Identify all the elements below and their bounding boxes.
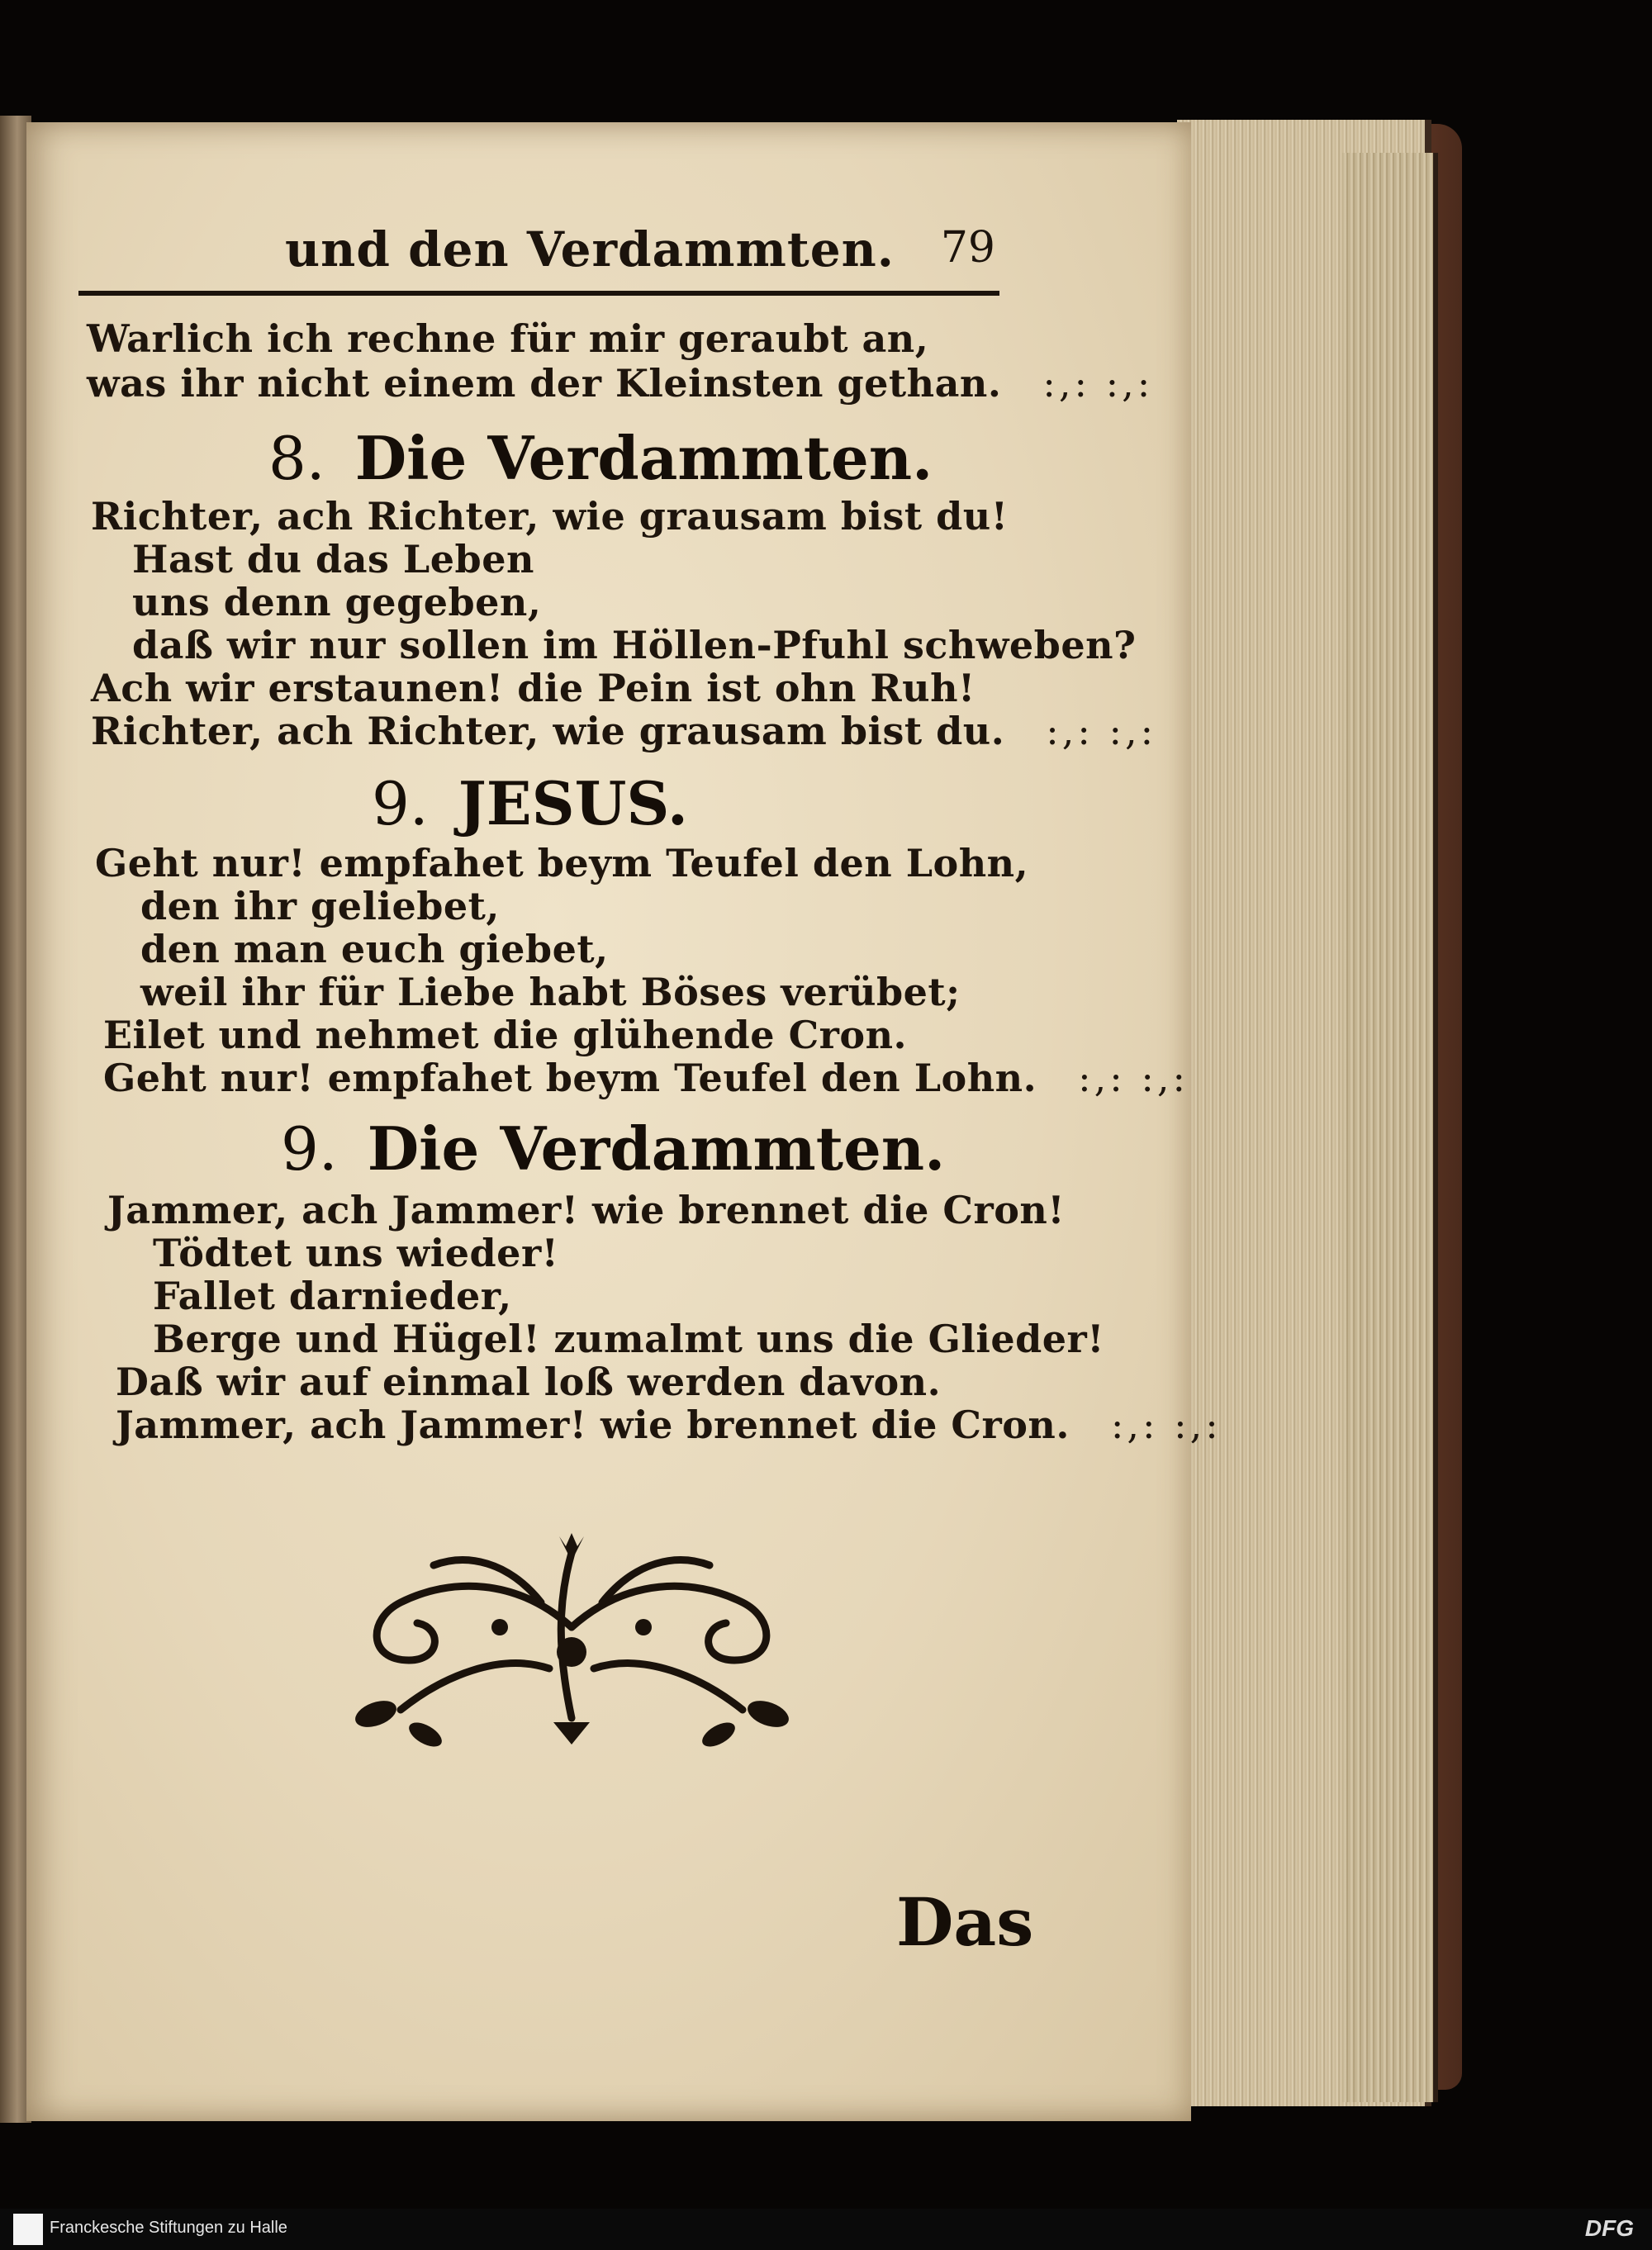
refrain-mark: :,: :,: (1078, 1056, 1189, 1100)
verse-line: Richter, ach Richter, wie grausam bist du. :,: :,: (91, 709, 1157, 753)
section-heading: 9. Die Verdammten. (281, 1113, 946, 1184)
refrain-mark: :,: :,: (1042, 361, 1154, 406)
footer-bar (0, 2209, 1652, 2250)
footer-institution: Franckesche Stiftungen zu Halle (50, 2219, 287, 2237)
running-title: und den Verdammten. (285, 221, 895, 278)
verse-line: weil ihr für Liebe habt Böses verübet; (140, 970, 961, 1014)
catchword: Das (896, 1883, 1034, 1961)
section-number: 9. (372, 769, 429, 838)
verse-line: Ach wir erstaunen! die Pein ist ohn Ruh! (91, 666, 976, 710)
verse-line: Eilet und nehmet die glühende Cron. (103, 1013, 908, 1057)
section-heading: 8. Die Verdammten. (268, 423, 933, 493)
verse-line: uns denn gegeben, (132, 580, 542, 624)
refrain-mark: :,: :,: (1046, 709, 1157, 753)
institution-logo-icon (13, 2214, 43, 2245)
refrain-mark: :,: :,: (1110, 1403, 1222, 1447)
footer-brand: DFG (1584, 2215, 1634, 2241)
verse-line: Richter, ach Richter, wie grausam bist du! (91, 494, 1009, 539)
verse-line: Warlich ich rechne für mir geraubt an, (87, 316, 929, 361)
verse-line: daß wir nur sollen im Höllen-Pfuhl schweben? (132, 623, 1137, 667)
verse-line: den man euch giebet, (140, 927, 609, 971)
verse-line: was ihr nicht einem der Kleinsten gethan. :,: :,: (87, 361, 1154, 406)
section-number: 8. (268, 424, 325, 493)
floral-ornament-icon (351, 1528, 793, 1751)
verse-line: Fallet darnieder, (153, 1274, 512, 1318)
verse-line: Daß wir auf einmal loß werden davon. (116, 1360, 942, 1404)
section-heading: 9. JESUS. (372, 768, 688, 838)
verse-line: Tödtet uns wieder! (153, 1231, 559, 1275)
section-number: 9. (281, 1114, 338, 1184)
verse-line: Hast du das Leben (132, 537, 534, 581)
verse-line: Jammer, ach Jammer! wie brennet die Cron! (107, 1188, 1066, 1232)
verse-line: Geht nur! empfahet beym Teufel den Lohn, (95, 841, 1029, 885)
verse-line: Jammer, ach Jammer! wie brennet die Cron. :,: :,: (116, 1403, 1222, 1447)
page-number: 79 (940, 223, 995, 273)
verse-line: Geht nur! empfahet beym Teufel den Lohn. :,: :,: (103, 1056, 1189, 1100)
verse-line: den ihr geliebet, (140, 884, 500, 928)
verse-line: Berge und Hügel! zumalmt uns die Glieder! (153, 1317, 1104, 1361)
